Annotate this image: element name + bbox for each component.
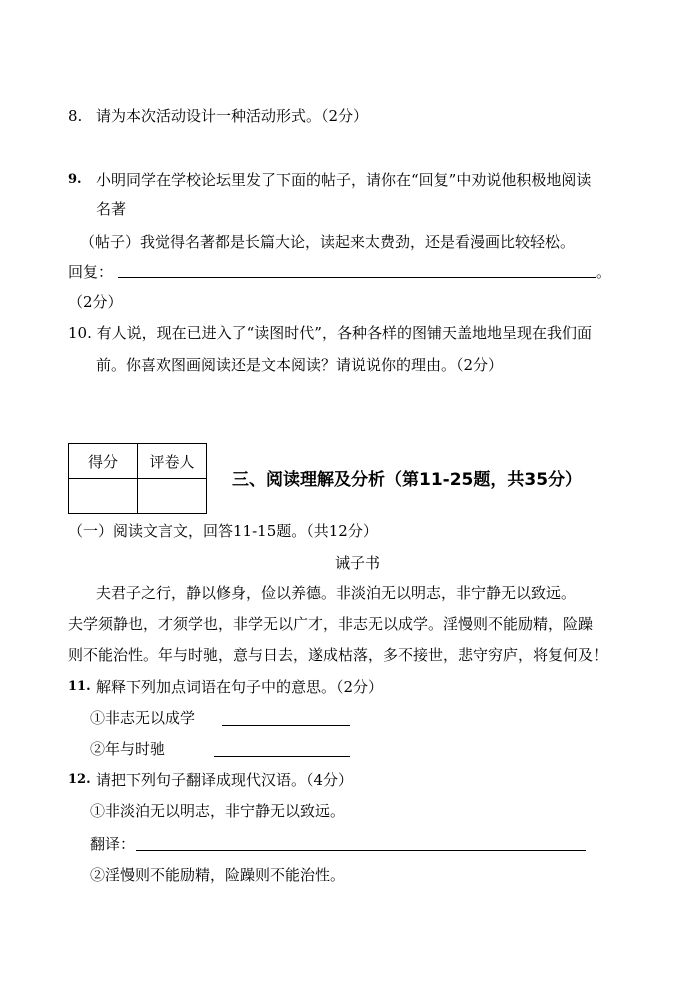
q12-translate-label: 翻译： xyxy=(90,835,136,853)
q12-translate-answer-line[interactable] xyxy=(136,850,586,851)
q8-number: 8. xyxy=(68,107,83,125)
q8-text: 请为本次活动设计一种活动形式。（2分） xyxy=(96,107,369,125)
score-table-header-score: 得分 xyxy=(69,444,138,479)
q11-number: 11. xyxy=(68,679,91,694)
q9-text-line1: 小明同学在学校论坛里发了下面的帖子，请你在“回复”中劝说他积极地阅读 xyxy=(96,171,592,189)
score-table xyxy=(68,443,207,514)
score-table-header-grader: 评卷人 xyxy=(138,444,207,479)
q11-item-2-answer-line[interactable] xyxy=(214,756,350,757)
q9-reply-end: 。 xyxy=(596,263,612,281)
q10-text-line1: 10. 有人说，现在已进入了“读图时代”，各种各样的图铺天盖地地呈现在我们面 xyxy=(68,324,592,342)
q11-item-1-answer-line[interactable] xyxy=(222,725,350,726)
section-title: 三、阅读理解及分析（第11-25题，共35分） xyxy=(232,470,583,490)
q11-item-1: ①非志无以成学 xyxy=(90,709,196,727)
part1-heading: （一）阅读文言文，回答11-15题。（共12分） xyxy=(68,522,378,540)
q9-number: 9. xyxy=(68,172,82,187)
q12-text: 请把下列句子翻译成现代汉语。（4分） xyxy=(96,771,354,789)
q9-score: （2分） xyxy=(68,293,123,311)
q12-item-2: ②淫慢则不能励精，险躁则不能治性。 xyxy=(90,866,346,884)
q10-text-line2: 前。你喜欢图画阅读还是文本阅读？请说说你的理由。（2分） xyxy=(96,356,504,374)
q9-reply-answer-line[interactable] xyxy=(118,277,596,278)
q9-post: （帖子）我觉得名著都是长篇大论，读起来太费劲，还是看漫画比较轻松。 xyxy=(80,233,576,251)
q12-number: 12. xyxy=(68,772,91,787)
q9-reply-label: 回复： xyxy=(68,263,114,281)
q12-item-1: ①非淡泊无以明志，非宁静无以致远。 xyxy=(90,802,346,820)
score-table-cell-score[interactable] xyxy=(69,479,138,514)
passage-line-2: 夫学须静也，才须学也，非学无以广才，非志无以成学。淫慢则不能励精，险躁 xyxy=(68,615,594,633)
q11-text: 解释下列加点词语在句子中的意思。（2分） xyxy=(96,678,384,696)
q11-item-2: ②年与时驰 xyxy=(90,740,166,758)
passage-line-3: 则不能治性。年与时驰，意与日去，遂成枯落，多不接世，悲守穷庐，将复何及！ xyxy=(68,646,609,664)
passage-title: 诫子书 xyxy=(335,554,381,572)
score-table-cell-grader[interactable] xyxy=(138,479,207,514)
q9-text-line2: 名著 xyxy=(96,200,127,218)
passage-line-1: 夫君子之行，静以修身，俭以养德。非淡泊无以明志，非宁静无以致远。 xyxy=(96,584,577,602)
